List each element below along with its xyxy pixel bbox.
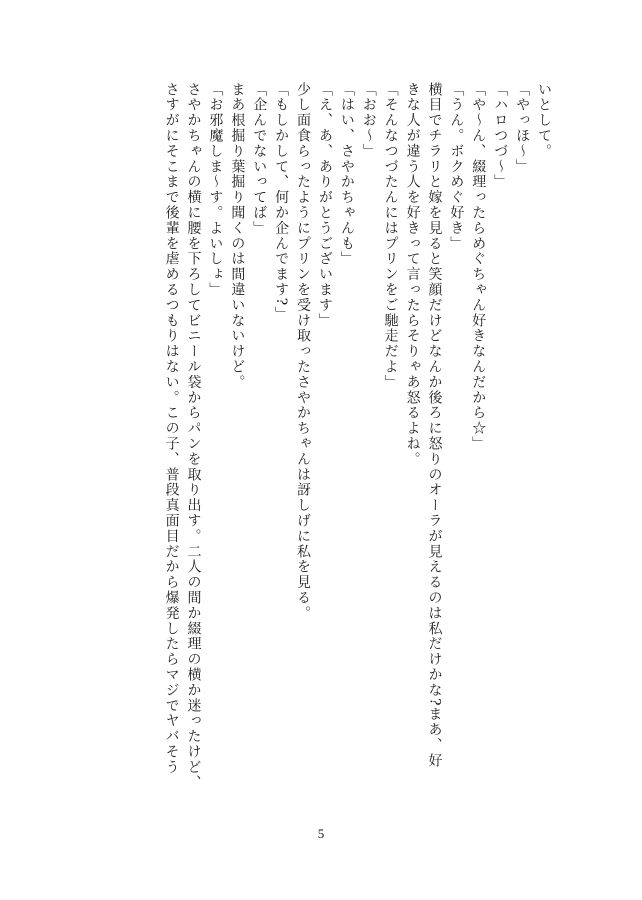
text-line: さやかちゃんの横に腰を下ろしてビニール袋からパンを取り出す。二人の間か綴理の横か迷ったけど、 [185,82,202,791]
text-line: 「企んでないってば」 [251,82,268,236]
text-line: 「もしかして、何か企んでます?」 [273,82,290,322]
vertical-text-body [160,82,554,794]
page-number: 5 [317,826,325,841]
text-line: いとして。 [536,82,552,159]
text-line: 「そんなつづたんにはプリンをご馳走だよ」 [382,82,399,390]
text-line: 「お邪魔しま〜す。よいしょ」 [207,82,224,298]
text-line: さすがにそこまで後輩を虐めるつもりはない。この子、普段真面目だから爆発したらマジでヤバそう [163,82,180,775]
text-line: 「はい、さやかちゃんも」 [338,82,355,267]
text-line: 横目でチラリと嫁を見ると笑顔だけどなんか後ろに怒りのオーラが見えるのは私だけかな?まあ、好 [426,82,443,769]
text-line: 「おお〜」 [360,82,377,159]
text-line: 「ハロつづ〜」 [492,82,509,190]
text-line: 「やっほ〜」 [514,82,531,175]
text-line: きな人が違う人を好きって言ったらそりゃあ怒るよね。 [404,82,421,467]
text-line: 「うん。ボクめぐ好き」 [448,82,465,252]
text-line: 「や〜ん、綴理ったらめぐちゃん好きなんだから☆」 [470,82,487,452]
text-line: 「え、あ、ありがとうございます」 [316,82,333,329]
text-line: まあ根掘り葉掘り聞くのは間違いないけど。 [229,82,246,390]
text-line: 少し面食らったようにプリンを受け取ったさやかちゃんは訝しげに私を見る。 [295,82,312,621]
